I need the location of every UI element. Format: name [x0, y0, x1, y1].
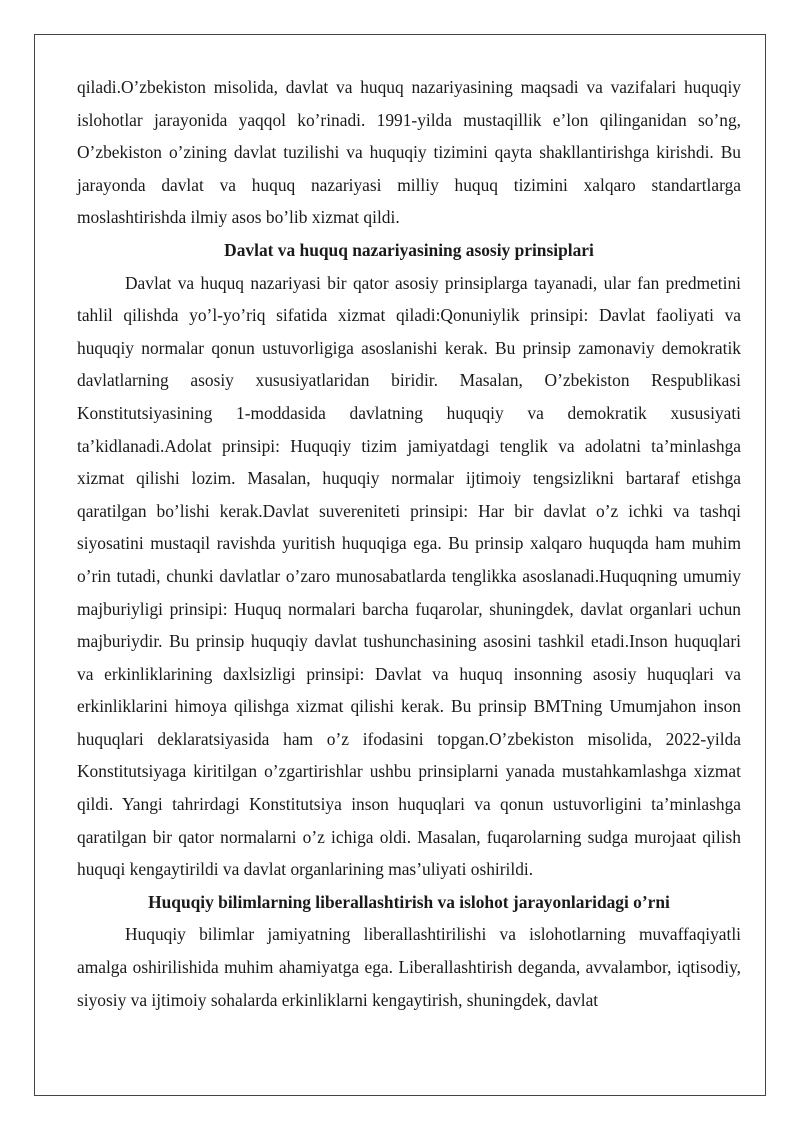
paragraph-intro: qiladi.O’zbekiston misolida, davlat va huquq nazariyasining maqsadi va vazifalari huquqiy islohotlar jarayonida yaqqol ko’rinadi. 1991-yilda mustaqillik e’lon qilinganidan so’ng, O’zbekiston o’zining davlat tuzilishi va huquqiy tizimini qayta shakllantirishga kirishdi. Bu jarayonda davlat va huquq nazariyasi milliy huquq tizimini xalqaro standartlarga moslashtirishda ilmiy asos bo’lib xizmat qildi. — [77, 77, 741, 228]
section-heading-principles: Davlat va huquq nazariyasining asosiy prinsiplari — [224, 239, 594, 260]
section-heading-liberalization: Huquqiy bilimlarning liberallashtirish va islohot jarayonlaridagi o’rni — [148, 891, 670, 912]
document-body — [77, 71, 741, 1016]
paragraph-liberalization: Huquqiy bilimlar jamiyatning liberallashtirilishi va islohotlarning muvaffaqiyatli amalga oshirilishida muhim ahamiyatga ega. Liberallashtirish deganda, avvalambor, iqtisodiy, siyosiy va ijtimoiy sohalarda erkinliklarni kengaytirish, shuningdek, davlat — [77, 924, 741, 1010]
paragraph-principles: Davlat va huquq nazariyasi bir qator asosiy prinsiplarga tayanadi, ular fan predmetini tahlil qilishda yo’l-yo’riq sifatida xizmat qiladi:Qonuniylik prinsipi: Davlat faoliyati va huquqiy normalar qonun ustuvorligiga asoslanishi kerak. Bu prinsip zamonaviy demokratik davlatlarning asosiy xususiyatlaridan biridir. Masalan, O’zbekiston Respublikasi Konstitutsiyasining 1-moddasida davlatning huquqiy va demokratik xususiyati ta’kidlanadi.Adolat prinsipi: Huquqiy tizim jamiyatdagi tenglik va adolatni ta’minlashga xizmat qilishi lozim. Masalan, huquqiy normalar ijtimoiy tengsizlikni bartaraf etishga qaratilgan bo’lishi kerak.Davlat suvereniteti prinsipi: Har bir davlat o’z ichki va tashqi siyosatini mustaqil ravishda yuritish huquqiga ega. Bu prinsip xalqaro huquqda ham muhim o’rin tutadi, chunki davlatlar o’zaro munosabatlarda tenglikka asoslanadi.Huquqning umumiy majburiyligi prinsipi: Huquq normalari barcha fuqarolar, shuningdek, davlat organlari uchun majburiydir. Bu prinsip huquqiy davlat tushunchasining asosini tashkil etadi.Inson huquqlari va erkinliklarining daxlsizligi prinsipi: Davlat va huquq insonning asosiy huquqlari va erkinliklarini himoya qilishga xizmat qilishi kerak. Bu prinsip BMTning Umumjahon inson huquqlari deklaratsiyasida ham o’z ifodasini topgan.O’zbekiston misolida, 2022-yilda Konstitutsiyaga kiritilgan o’zgartirishlar ushbu prinsiplarni yanada mustahkamlashga xizmat qildi. Yangi tahrirdagi Konstitutsiya inson huquqlari va qonun ustuvorligini ta’minlashga qaratilgan bir qator normalarni o’z ichiga oldi. Masalan, fuqarolarning sudga murojaat qilish huquqi kengaytirildi va davlat organlarining mas’uliyati oshirildi. — [77, 272, 741, 880]
